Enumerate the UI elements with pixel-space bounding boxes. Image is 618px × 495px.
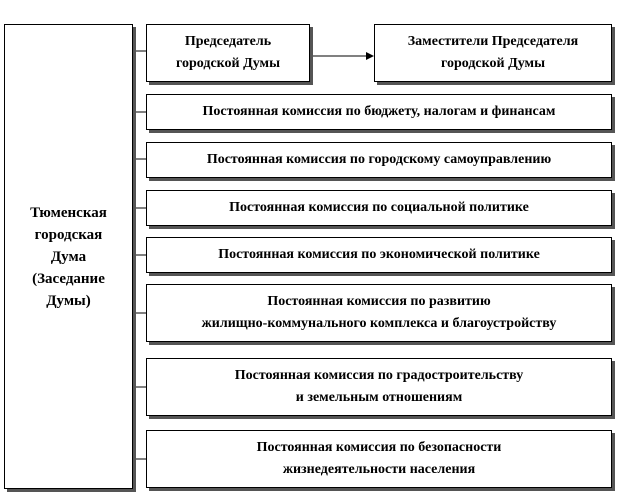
commission-social-policy-box [146,190,612,226]
commission-label: Постоянная комиссия по городскому самоуправлению [206,152,552,167]
duma-box [4,24,133,489]
deputies-box [374,24,612,82]
commission-label: Постоянная комиссия по развитию жилищно-коммунального комплекса и благоустройству [201,294,557,331]
commission-label: Постоянная комиссия по бюджету, налогам и финансам [202,104,556,119]
commission-economic-policy-box [146,237,612,273]
arrow-head-icon [366,52,374,60]
commission-budget-box [146,94,612,130]
commission-safety-box [146,430,612,488]
commission-label: Постоянная комиссия по социальной политике [229,200,529,215]
commission-label: Постоянная комиссия по градостроительству и земельным отношениям [234,368,524,405]
commission-housing-box [146,284,612,342]
chairman-box [146,24,310,82]
commission-urban-planning-box [146,358,612,416]
deputies-label: Заместители Председателя городской Думы [407,34,579,71]
commission-label: Постоянная комиссия по экономической политике [218,247,540,262]
commission-self-government-box [146,142,612,178]
duma-label: Тюменская городская Дума (Заседание Думы) [30,204,107,309]
commission-label: Постоянная комиссия по безопасности жизнедеятельности населения [256,440,502,477]
chairman-label: Председатель городской Думы [175,34,281,71]
